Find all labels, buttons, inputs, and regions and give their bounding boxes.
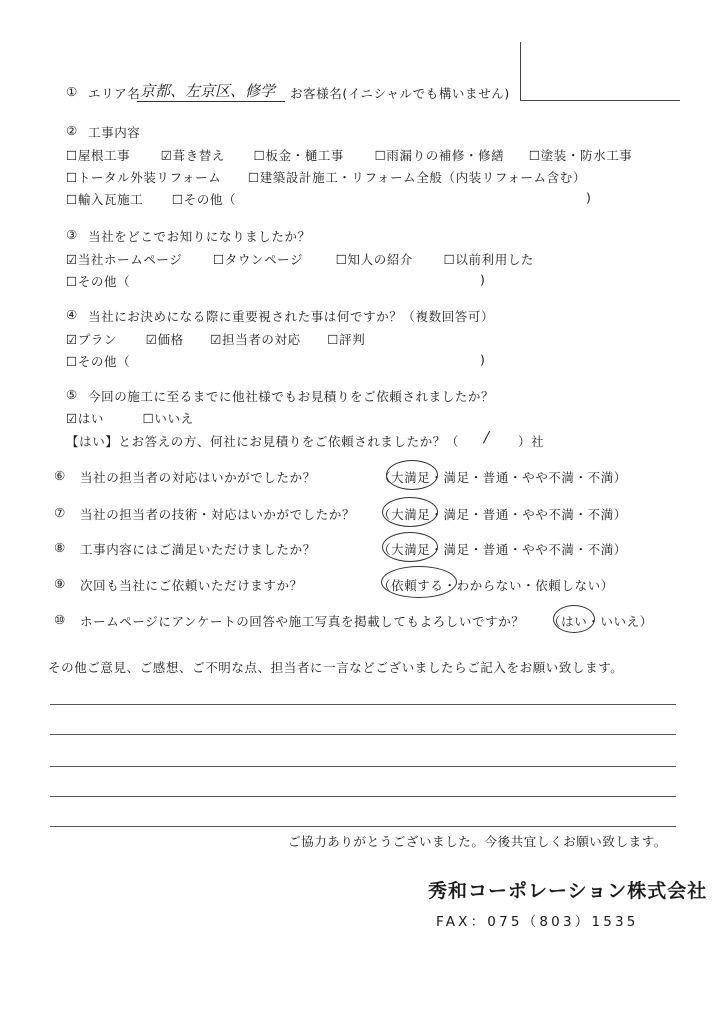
q6-answer-circle: [386, 460, 438, 490]
q10-scale[interactable]: （はい・いいえ）: [548, 614, 653, 629]
q10-number: ⑩: [54, 612, 66, 627]
option-leak-repair[interactable]: ☐雨漏りの補修・修繕: [374, 148, 505, 163]
q8-answer-circle: [382, 532, 438, 562]
q3-title: 当社をどこでお知りになりましたか？: [88, 229, 311, 244]
option-homepage[interactable]: ☑当社ホームページ: [66, 252, 183, 267]
q9-answer-circle: [381, 566, 457, 598]
checkbox-checked-icon[interactable]: ☑: [66, 332, 78, 347]
checkbox-empty-icon[interactable]: ☐: [335, 252, 348, 267]
checkbox-empty-icon[interactable]: ☐: [66, 354, 78, 369]
checkbox-checked-icon[interactable]: ☑: [66, 411, 78, 426]
option-yes[interactable]: ☑はい: [66, 411, 105, 426]
q5-number: ⑤: [66, 387, 78, 402]
q10-answer-circle: [553, 605, 595, 633]
q5-followup: 【はい】とお答えの方、何社にお見積りをご依頼されましたか？（: [66, 434, 460, 449]
checkbox-empty-icon[interactable]: ☐: [212, 252, 225, 267]
q3-row1: [66, 250, 534, 268]
option-reroofing[interactable]: ☑葺き替え: [160, 148, 226, 163]
q7-answer-circle: [382, 497, 438, 527]
customer-name-box-bottom[interactable]: [520, 100, 680, 101]
q4-other[interactable]: ☐その他（: [66, 354, 131, 369]
option-town-page[interactable]: ☐タウンページ: [212, 252, 304, 267]
option-sheet-metal[interactable]: ☐板金・樋工事: [253, 148, 345, 163]
comment-line[interactable]: [50, 826, 676, 827]
customer-name-label: お客様名(イニシャルでも構いません): [290, 86, 510, 101]
checkbox-empty-icon[interactable]: ☐: [66, 274, 78, 289]
option-reputation[interactable]: ☐評判: [327, 332, 366, 347]
q5-row1: [66, 409, 194, 427]
q5-followup-value[interactable]: /: [484, 428, 490, 446]
area-value-handwritten[interactable]: 京都、左京区、修学: [140, 82, 276, 100]
option-painting-waterproof[interactable]: ☐塗装・防水工事: [528, 148, 633, 163]
option-architecture-renovation[interactable]: ☐建築設計施工・リフォーム全般（内装リフォーム含む）: [247, 170, 586, 185]
option-other[interactable]: ☐その他（: [171, 192, 237, 207]
area-underline: [137, 101, 285, 102]
q8-title: 工事内容にはご満足いただけましたか？: [80, 542, 316, 557]
q1-number: ①: [66, 84, 78, 99]
checkbox-checked-icon[interactable]: ☑: [145, 332, 158, 347]
comment-line[interactable]: [50, 796, 676, 797]
company-name: 秀和コーポレーション株式会社: [428, 880, 708, 902]
q5-followup-close: ）社: [518, 434, 545, 449]
checkbox-empty-icon[interactable]: ☐: [66, 192, 78, 207]
q3-number: ③: [66, 227, 78, 242]
q2-row2: [66, 168, 586, 186]
option-total-exterior[interactable]: ☐トータル外装リフォーム: [66, 170, 222, 185]
area-label: エリア名: [88, 86, 141, 101]
q4-other-close: ): [480, 352, 486, 367]
q7-title: 当社の担当者の技術・対応はいかがでしたか？: [80, 507, 356, 522]
checkbox-empty-icon[interactable]: ☐: [374, 148, 387, 163]
option-staff-response[interactable]: ☑担当者の対応: [210, 332, 301, 347]
customer-name-box-left: [520, 42, 521, 100]
q2-row3: [66, 190, 236, 208]
q2-number: ②: [66, 123, 78, 138]
checkbox-empty-icon[interactable]: ☐: [247, 170, 260, 185]
q10-title: ホームページにアンケートの回答や施工写真を掲載してもよろしいですか？: [80, 614, 525, 629]
checkbox-checked-icon[interactable]: ☑: [66, 252, 78, 267]
q6-title: 当社の担当者の対応はいかがでしたか？: [80, 470, 316, 485]
checkbox-empty-icon[interactable]: ☐: [171, 192, 184, 207]
q2-other-close: ): [586, 190, 592, 205]
comment-line[interactable]: [50, 734, 676, 735]
q4-number: ④: [66, 307, 78, 322]
q7-scale[interactable]: （大満足・満足・普通・やや不満・不満）: [378, 507, 627, 522]
q2-title: 工事内容: [88, 125, 141, 140]
comments-prompt: その他ご意見、ご感想、ご不明な点、担当者に一言などございましたらご記入をお願い致します。: [48, 660, 624, 675]
q9-number: ⑨: [54, 576, 66, 591]
option-imported-tile[interactable]: ☐輸入瓦施工: [66, 192, 144, 207]
q6-scale[interactable]: （大満足・満足・普通・やや不満・不満）: [378, 470, 627, 485]
q7-number: ⑦: [54, 505, 66, 520]
checkbox-empty-icon[interactable]: ☐: [253, 148, 266, 163]
option-no[interactable]: ☐いいえ: [142, 411, 194, 426]
checkbox-checked-icon[interactable]: ☑: [210, 332, 223, 347]
comment-line[interactable]: [50, 704, 676, 705]
q9-scale[interactable]: （依頼する・わからない・依頼しない）: [378, 578, 614, 593]
checkbox-checked-icon[interactable]: ☑: [160, 148, 173, 163]
fax-number: FAX：075（803）1535: [436, 914, 639, 930]
checkbox-empty-icon[interactable]: ☐: [66, 148, 78, 163]
option-roof-work[interactable]: ☐屋根工事: [66, 148, 131, 163]
q4-title: 当社にお決めになる際に重要視された事は何ですか？（複数回答可）: [88, 309, 495, 324]
q3-other-close: ): [480, 272, 486, 287]
checkbox-empty-icon[interactable]: ☐: [142, 411, 155, 426]
comment-line[interactable]: [50, 766, 676, 767]
q9-title: 次回も当社にご依頼いただけますか？: [80, 578, 303, 593]
thanks-message: ご協力ありがとうございました。今後共宜しくお願い致します。: [288, 834, 667, 849]
q5-title: 今回の施工に至るまでに他社様でもお見積りをご依頼されましたか？: [88, 389, 495, 404]
checkbox-empty-icon[interactable]: ☐: [528, 148, 541, 163]
checkbox-empty-icon[interactable]: ☐: [66, 170, 78, 185]
option-plan[interactable]: ☑プラン: [66, 332, 118, 347]
option-price[interactable]: ☑価格: [145, 332, 184, 347]
checkbox-empty-icon[interactable]: ☐: [443, 252, 456, 267]
q6-number: ⑥: [54, 468, 66, 483]
q8-scale[interactable]: （大満足・満足・普通・やや不満・不満）: [378, 542, 627, 557]
q3-other[interactable]: ☐その他（: [66, 274, 131, 289]
q8-number: ⑧: [54, 540, 66, 555]
q2-row1: [66, 146, 632, 164]
option-referral[interactable]: ☐知人の紹介: [335, 252, 414, 267]
option-used-before[interactable]: ☐以前利用した: [443, 252, 535, 267]
q4-row1: [66, 330, 365, 348]
checkbox-empty-icon[interactable]: ☐: [327, 332, 340, 347]
